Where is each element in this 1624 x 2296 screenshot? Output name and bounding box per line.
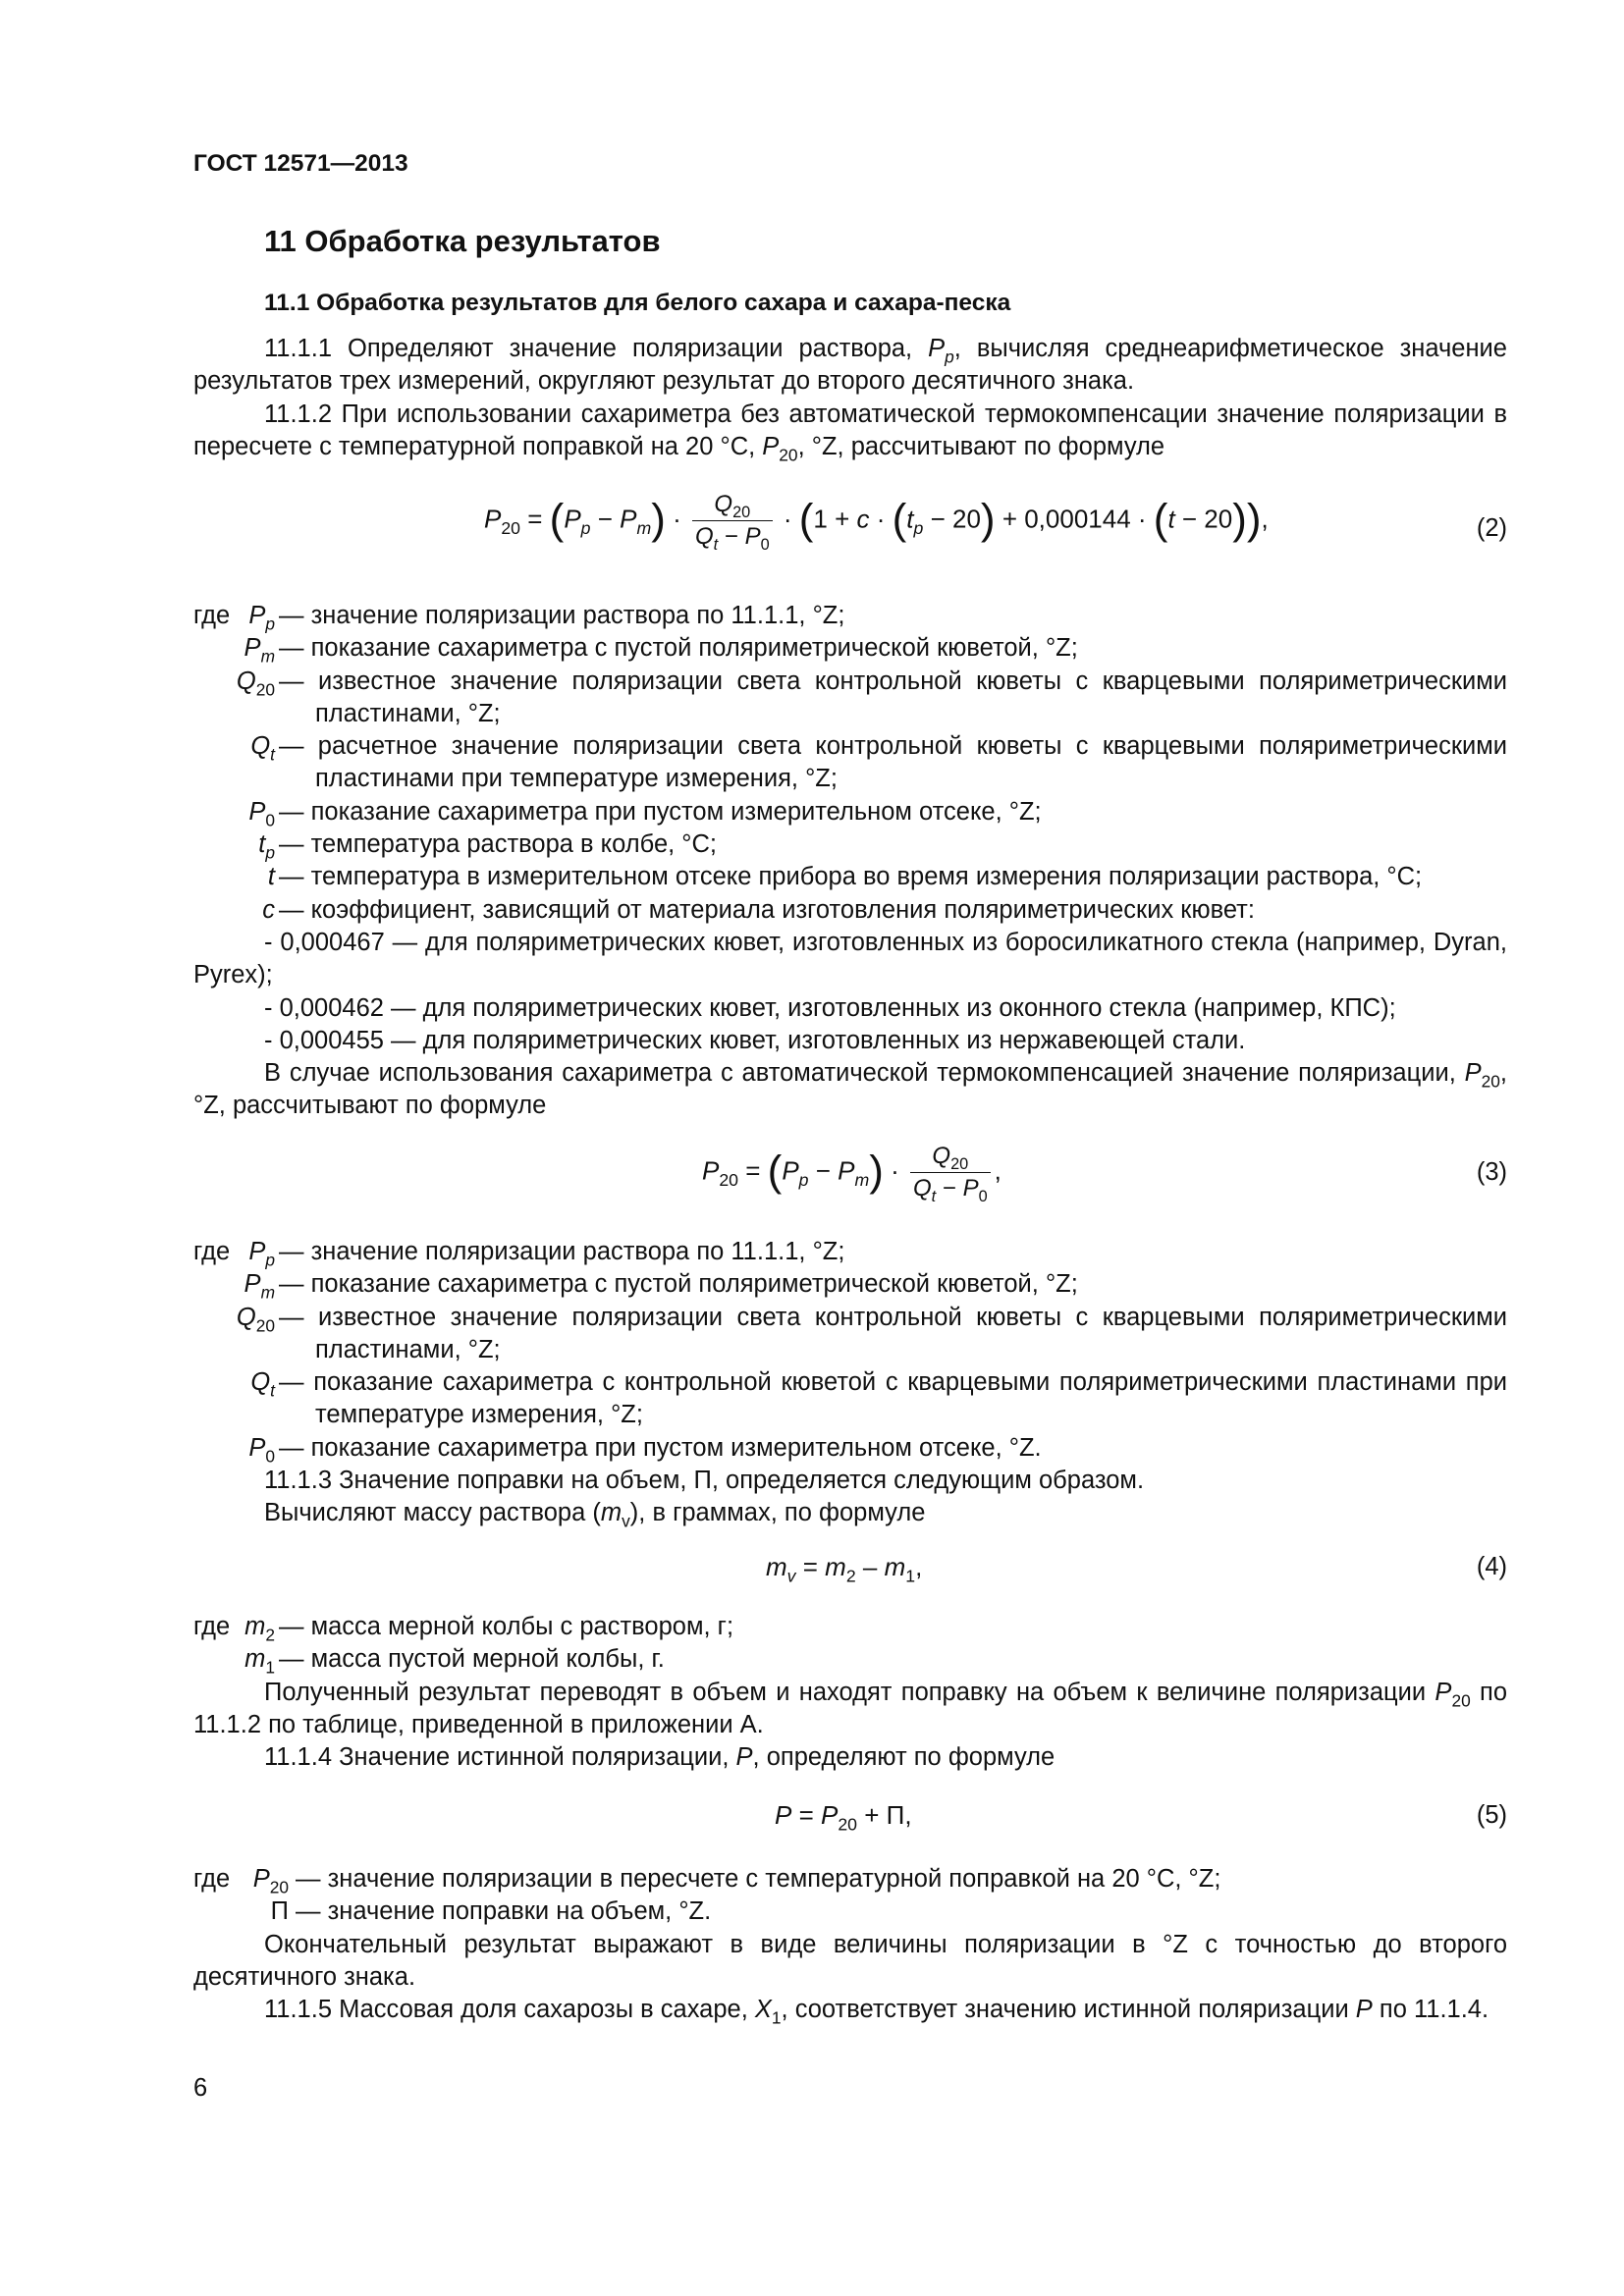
legend-where: где [193,1865,231,1893]
paragraph-11-1-1: 11.1.1 Определяют значение поляризации раствора, $P_p$, вычисляя среднеарифметическое значение результатов трех измерений, округляют результат до второго десятичного знака. [193,335,1507,396]
legend-item: c — коэффициент, зависящий от материала изготовления поляриметрических кювет: [262,895,1255,924]
coefficient-item: - 0,000467 — для поляриметрических кювет, изготовленных из боросиликатного стекла (например, Dyran, Pyrex); [193,928,1507,989]
legend-item: $m_1$ — масса пустой мерной колбы, г. [244,1645,665,1678]
formula-2-number: (2) [1476,514,1507,542]
legend-item: $Q_t$ — показание сахариметра с контрольной кюветой с кварцевыми поляриметрическими пластинами при температуре измерения, °Z; [250,1368,1507,1429]
formula-2 [193,489,1507,567]
formula-4-expression: $m_v = m_2 - m_1$, [766,1552,923,1586]
legend-formula-4 [193,1611,1507,1774]
legend-item: $P_0$ — показание сахариметра при пустом измерительном отсеке, °Z; [248,797,1042,830]
paragraph-final-result: Окончательный результат выражают в виде величины поляризации в °Z с точностью до второго десятичного знака. [193,1930,1507,1991]
formula-3-expression: $P_{20} = (P_p - P_m)$ · $\frac{Q_{20}}{Q_t - P_0}$ , [702,1143,1001,1206]
legend-formula-3 [193,1236,1507,1530]
paragraph-11-1-3: 11.1.3 Значение поправки на объем, П, определяется следующим образом. [264,1467,1145,1495]
legend-formula-5 [193,1863,1507,2026]
formula-3-fraction: $\frac{Q_{20}}{Q_t - P_0}$ [910,1141,991,1204]
legend-item: t — температура в измерительном отсеке прибора во время измерения поляризации раствора, °С; [267,863,1423,891]
legend-item: $Q_{20}$ — известное значение поляризации света контрольной кюветы с кварцевыми поляриметрическими пластинами, °Z; [236,667,1507,727]
paragraph-volume-correction: Полученный результат переводят в объем и находят поправку на объем к величине поляризации $P_{20}$ по 11.1.2 по таблице, приведенной в приложении А. [193,1678,1507,1738]
document-code: ГОСТ 12571—2013 [193,150,408,177]
formula-2-fraction: $\frac{Q_{20}}{Q_t - P_0}$ [692,489,773,553]
legend-item: $m_2$ — масса мерной колбы с раствором, г; [244,1613,734,1645]
legend-where: где [193,602,231,629]
paragraph-11-1-2: 11.1.2 При использовании сахариметра без автоматической термокомпенсации значение поляризации в пересчете с температурной поправкой на 20 °С, $P_{20}$, °Z, рассчитывают по формуле [193,400,1507,465]
legend-item: $Q_{20}$ — известное значение поляризации света контрольной кюветы с кварцевыми поляриметрическими пластинами, °Z; [236,1303,1507,1363]
legend-item: $t_p$ — температура раствора в колбе, °С; [258,830,717,863]
subsection-title: 11.1 Обработка результатов для белого сахара и сахара-песка [264,290,1011,316]
paragraph-auto-compensation: В случае использования сахариметра с автоматической термокомпенсацией значение поляризации, $P_{20}$, °Z, рассчитывают по формуле [193,1059,1507,1120]
formula-3 [193,1141,1507,1219]
paragraph-block-1 [193,333,1507,463]
legend-item: П — значение поправки на объем, °Z. [270,1897,712,1926]
legend-where: где [193,1613,231,1640]
legend-formula-2 [193,600,1507,1123]
paragraph-11-1-4: 11.1.4 Значение истинной поляризации, P, определяют по формуле [264,1743,1056,1772]
formula-5 [193,1799,1507,1842]
formula-4-number: (4) [1476,1553,1507,1580]
legend-item: $P_0$ — показание сахариметра при пустом измерительном отсеке, °Z. [248,1433,1042,1467]
legend-item: $P_m$ — показание сахариметра с пустой поляриметрической кюветой, °Z; [244,1270,1078,1303]
legend-item: $P_m$ — показание сахариметра с пустой поляриметрической кюветой, °Z; [244,634,1078,667]
paragraph-11-1-5: 11.1.5 Массовая доля сахарозы в сахаре, $X_1$, соответствует значению истинной поляризации P по 11.1.4. [264,1996,1489,2028]
formula-5-expression: $P = P_{20} + П$, [775,1800,912,1835]
coefficient-item: - 0,000455 — для поляриметрических кювет, изготовленных из нержавеющей стали. [264,1026,1246,1054]
page-number: 6 [193,2074,208,2102]
legend-item: $Q_t$ — расчетное значение поляризации света контрольной кюветы с кварцевыми поляриметрическими пластинами при температуре измерения, °Z; [250,732,1507,793]
legend-item: $P_p$ — значение поляризации раствора по 11.1.1, °Z; [248,602,845,634]
paragraph-mass: Вычисляют массу раствора $(m_v)$, в граммах, по формуле [264,1499,926,1531]
section-title: 11 Обработка результатов [264,224,661,258]
formula-3-number: (3) [1476,1158,1507,1186]
legend-item: $P_{20}$ — значение поляризации в пересчете с температурной поправкой на 20 °С, °Z; [252,1865,1221,1897]
formula-4 [193,1551,1507,1594]
formula-5-number: (5) [1476,1801,1507,1829]
formula-2-expression: $P_{20} = (P_p - P_m)$ · $\frac{Q_{20}}{Q_t - P_0}$ · $(1 + c \cdot (t_p - 20) + 0,000144 \cdot (t - 20))$, [484,491,1269,555]
coefficient-item: - 0,000462 — для поляриметрических кювет, изготовленных из оконного стекла (например, КПС); [264,993,1396,1022]
legend-item: $P_p$ — значение поляризации раствора по 11.1.1, °Z; [248,1238,845,1270]
legend-where: где [193,1238,231,1265]
